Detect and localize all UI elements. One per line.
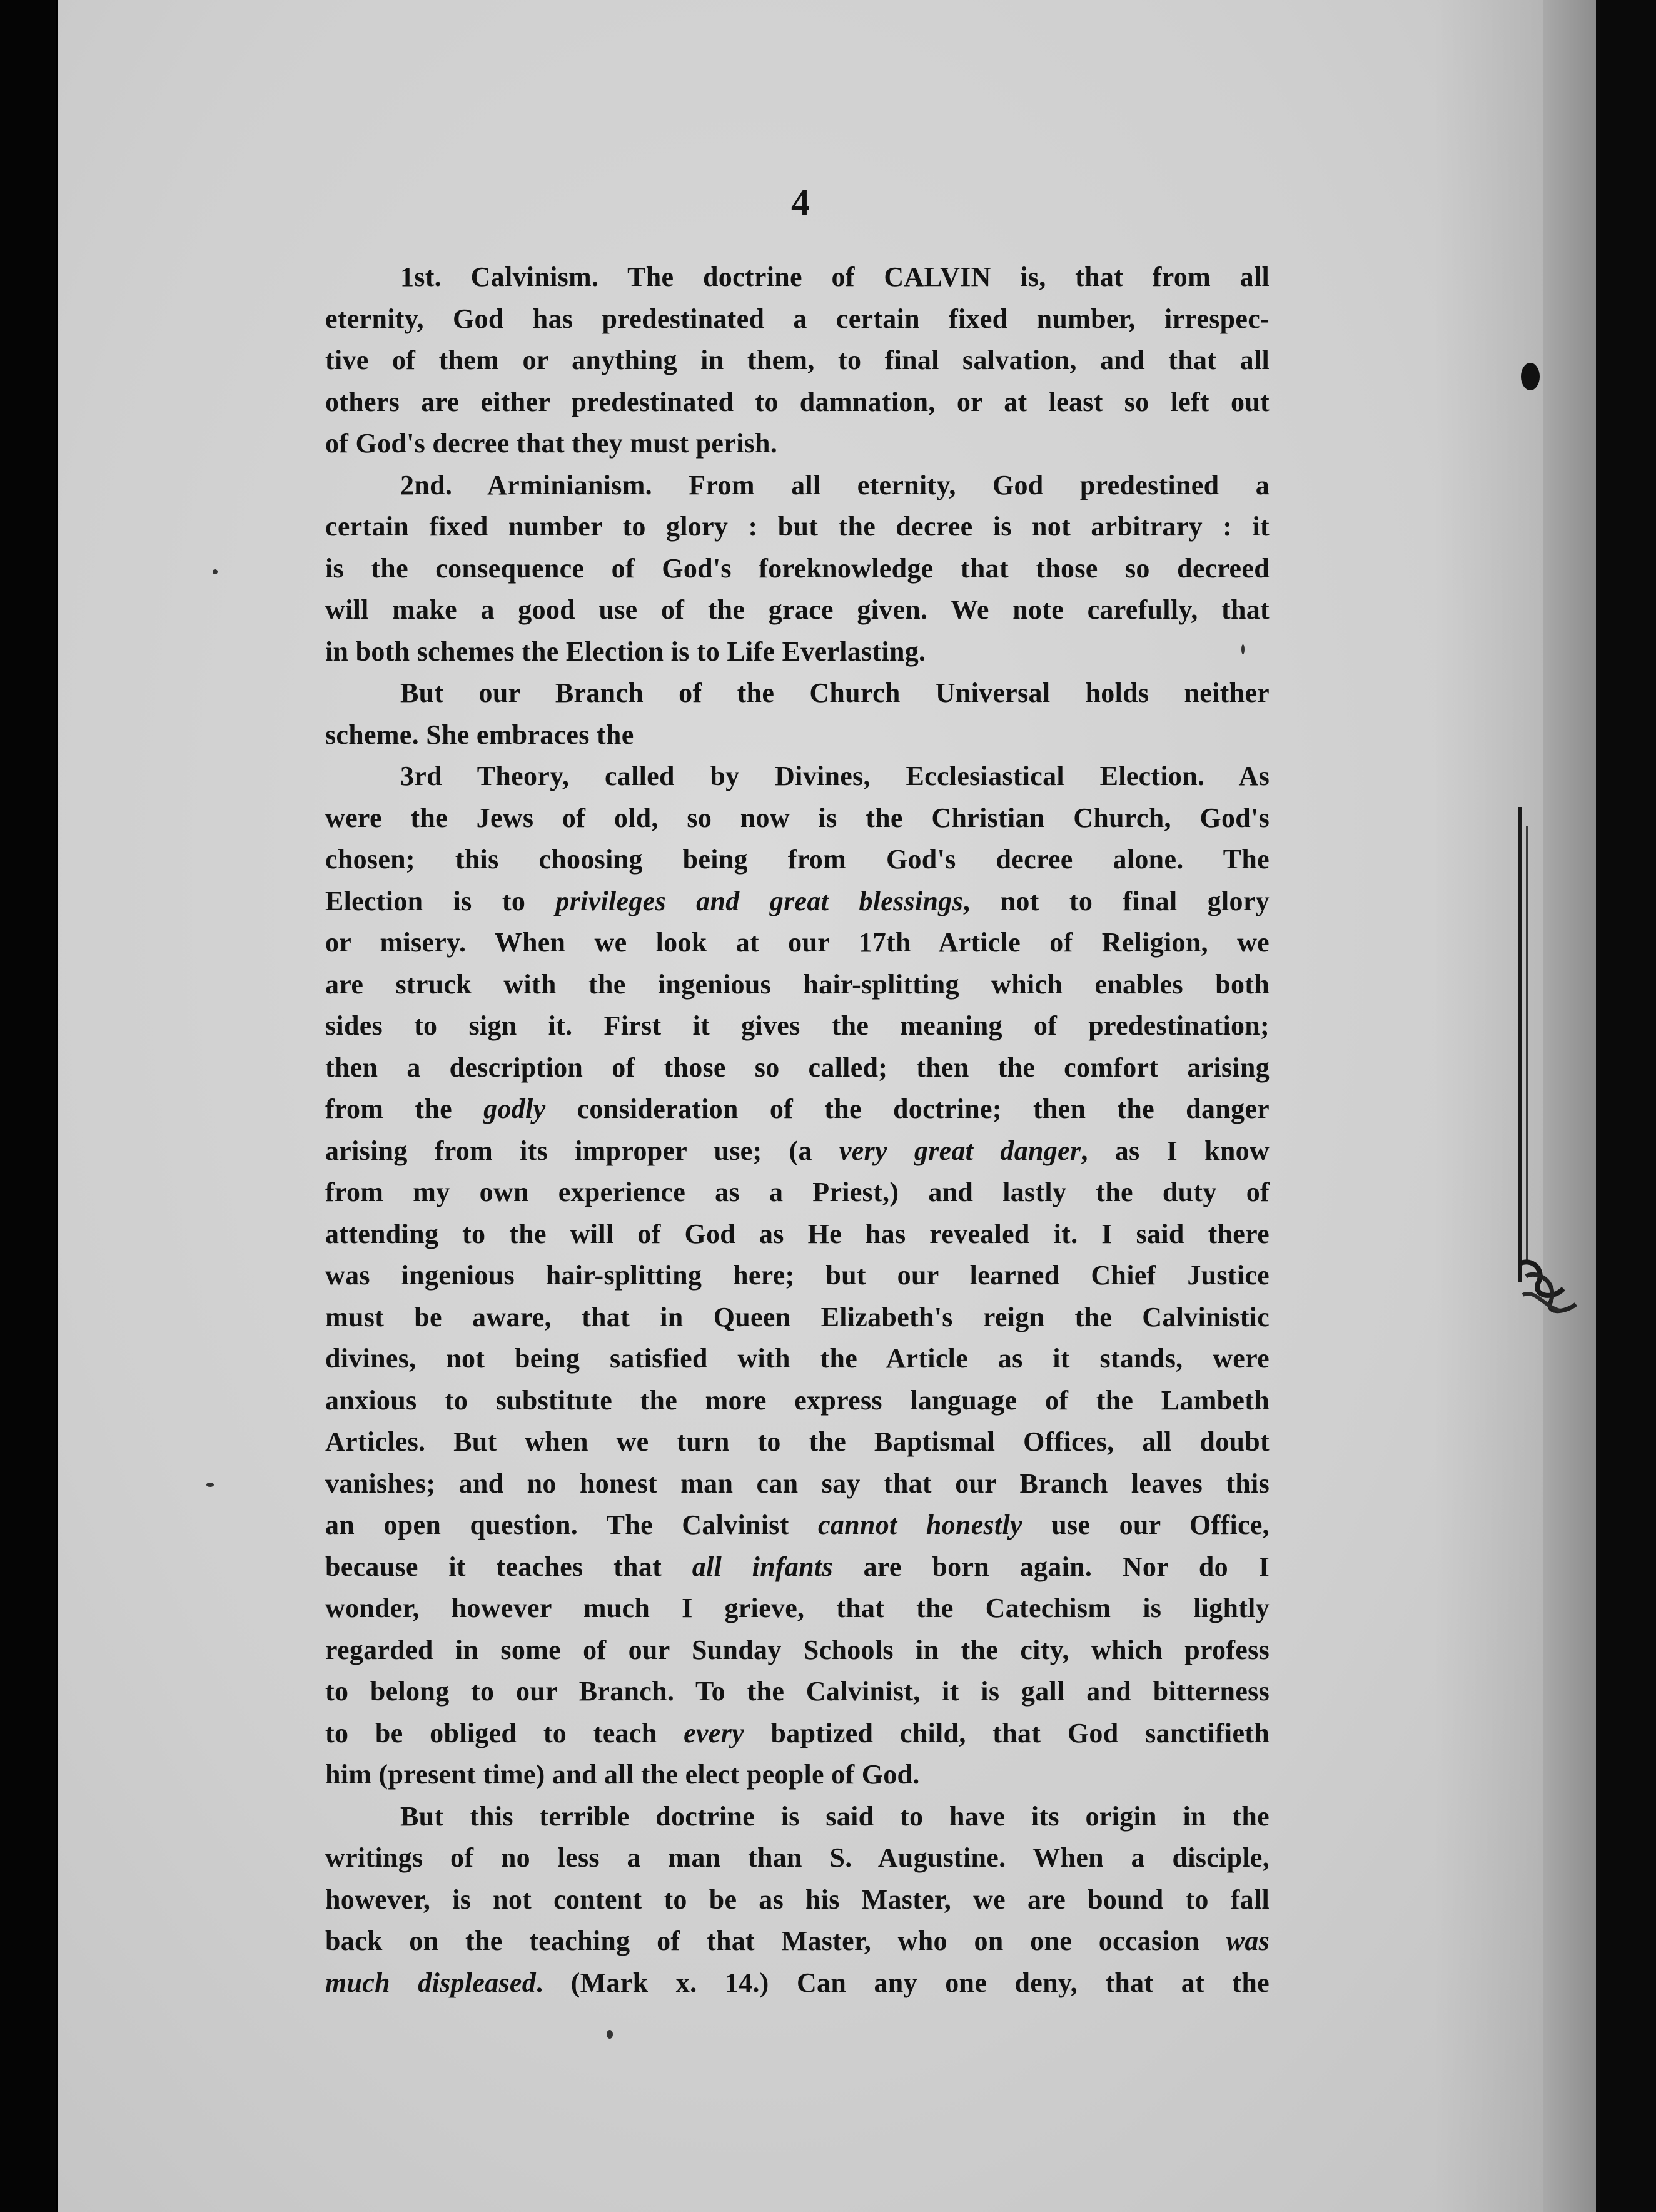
- text-line: Election is to privileges and great blessings, not to final glory: [325, 885, 1270, 916]
- text-line: of God's decree that they must perish.: [325, 428, 778, 459]
- emphasis-godly: godly: [483, 1093, 546, 1124]
- text-line: much displeased. (Mark x. 14.) Can any one deny, that at the: [325, 1967, 1270, 1998]
- text-line: or misery. When we look at our 17th Article of Religion, we: [325, 927, 1270, 958]
- binding-knot-mark: [1507, 1251, 1582, 1320]
- paragraph-augustine: [325, 1796, 1270, 2004]
- text-line: vanishes; and no honest man can say that our Branch leaves this: [325, 1468, 1270, 1499]
- text-line: in both schemes the Election is to Life Everlasting.: [325, 636, 926, 667]
- text-line: him (present time) and all the elect people of God.: [325, 1759, 920, 1790]
- paper-speck: [213, 569, 218, 574]
- text-line: 3rd Theory, called by Divines, Ecclesiastical Election. As: [400, 761, 1270, 791]
- scan-left-border: [0, 0, 56, 2212]
- emphasis-was: was: [1226, 1925, 1270, 1956]
- text-line: must be aware, that in Queen Elizabeth's reign the Calvinistic: [325, 1301, 1270, 1332]
- text-line: is the consequence of God's foreknowledge that those so decreed: [325, 552, 1270, 584]
- text-line: others are either predestinated to damnation, or at least so left out: [325, 386, 1270, 417]
- text-line: to be obliged to teach every baptized child, that God sanctifieth: [325, 1717, 1270, 1748]
- text-line: But our Branch of the Church Universal holds neither: [400, 677, 1270, 708]
- text-line: from the godly consideration of the doctrine; then the danger: [325, 1093, 1270, 1124]
- emphasis-calvin: CALVIN: [884, 261, 991, 292]
- text-line: divines, not being satisfied with the Article as it stands, were: [325, 1343, 1270, 1374]
- text-line: will make a good use of the grace given. We note carefully, that: [325, 594, 1270, 625]
- paragraph-ecclesiastical-election: [325, 756, 1270, 1796]
- text-line: wonder, however much I grieve, that the Catechism is lightly: [325, 1593, 1270, 1623]
- emphasis-much-displeased: much displeased: [325, 1967, 537, 1998]
- text-line: certain fixed number to glory : but the decree is not arbitrary : it: [325, 511, 1270, 542]
- emphasis-very-great-danger: very great danger: [839, 1135, 1081, 1166]
- text-line: because it teaches that all infants are born again. Nor do I: [325, 1551, 1270, 1582]
- emphasis-every: every: [684, 1717, 744, 1748]
- text-line: But this terrible doctrine is said to have its origin in the: [400, 1800, 1270, 1832]
- text-line: chosen; this choosing being from God's decree alone. The: [325, 844, 1270, 875]
- text-line: writings of no less a man than S. Augustine. When a disciple,: [325, 1842, 1270, 1873]
- text-line: scheme. She embraces the: [325, 719, 634, 750]
- paragraph-our-branch: [325, 672, 1270, 756]
- emphasis-all-infants: all infants: [692, 1551, 833, 1582]
- paragraph-arminianism: [325, 465, 1270, 673]
- text-line: anxious to substitute the more express language of the Lambeth: [325, 1384, 1270, 1416]
- page-number: 4: [791, 182, 810, 223]
- binding-thread-line: [1518, 807, 1522, 1282]
- paragraph-calvinism: [325, 256, 1270, 465]
- emphasis-cannot-honestly: cannot honestly: [818, 1509, 1022, 1540]
- text-line: to belong to our Branch. To the Calvinist, it is gall and bitterness: [325, 1676, 1270, 1707]
- text-line: however, is not content to be as his Master, we are bound to fall: [325, 1884, 1270, 1915]
- text-line: from my own experience as a Priest,) and lastly the duty of: [325, 1177, 1270, 1207]
- text-line: then a description of those so called; then the comfort arising: [325, 1052, 1270, 1083]
- text-line: tive of them or anything in them, to final salvation, and that all: [325, 345, 1270, 375]
- binding-thread-line-secondary: [1526, 826, 1528, 1264]
- text-line: back on the teaching of that Master, who on one occasion was: [325, 1925, 1270, 1956]
- paper-speck: [206, 1483, 214, 1487]
- text-line: eternity, God has predestinated a certain fixed number, irrespec-: [325, 303, 1270, 334]
- ink-dot-mark: [1521, 363, 1540, 390]
- text-line: 1st. Calvinism. The doctrine of CALVIN is, that from all: [400, 261, 1270, 292]
- text-line: Articles. But when we turn to the Baptismal Offices, all doubt: [325, 1426, 1270, 1457]
- text-line: was ingenious hair-splitting here; but our learned Chief Justice: [325, 1260, 1270, 1291]
- text-line: 2nd. Arminianism. From all eternity, God predestined a: [400, 469, 1270, 500]
- body-text: [325, 256, 1270, 2004]
- text-line: were the Jews of old, so now is the Christian Church, God's: [325, 802, 1270, 833]
- text-line: sides to sign it. First it gives the meaning of predestination;: [325, 1010, 1270, 1041]
- text-line: arising from its improper use; (a very great danger, as I know: [325, 1135, 1270, 1166]
- emphasis-privileges: privileges and great blessings: [555, 885, 963, 916]
- text-line: attending to the will of God as He has revealed it. I said there: [325, 1218, 1270, 1249]
- next-page-edge: [1543, 0, 1596, 2212]
- scan-right-border: [1596, 0, 1656, 2212]
- text-line: an open question. The Calvinist cannot honestly use our Office,: [325, 1509, 1270, 1540]
- paper-speck: [607, 2030, 613, 2039]
- text-line: are struck with the ingenious hair-splitting which enables both: [325, 968, 1270, 1000]
- text-line: regarded in some of our Sunday Schools in the city, which profess: [325, 1634, 1270, 1665]
